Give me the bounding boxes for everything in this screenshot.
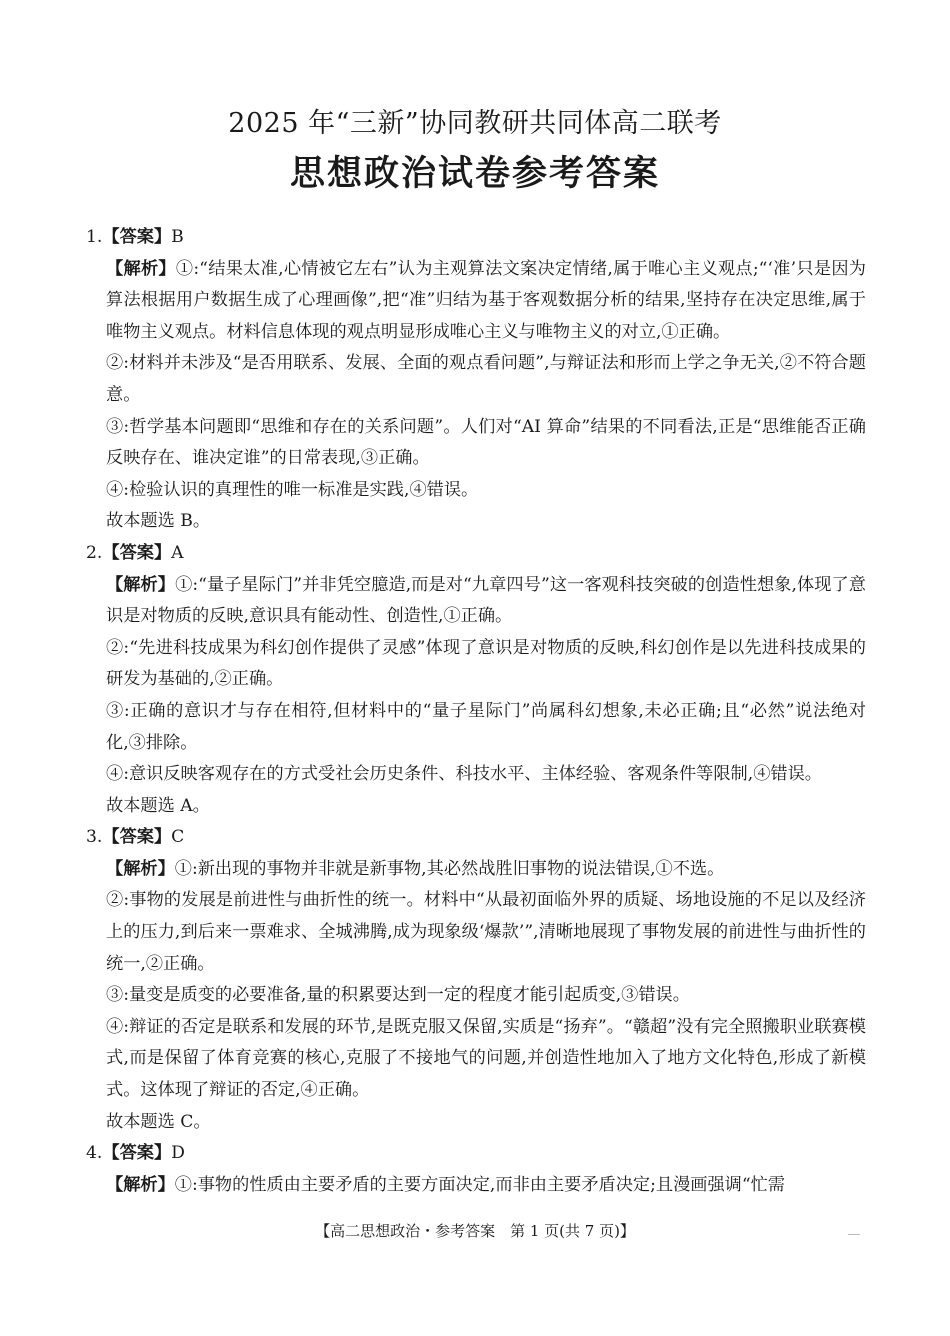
question-3 — [86, 822, 866, 1138]
question-1 — [86, 222, 866, 538]
analysis-paragraph: ④:意识反映客观存在的方式受社会历史条件、科技水平、主体经验、客观条件等限制,④错误。 — [106, 764, 822, 785]
analysis-paragraph: ④:辩证的否定是联系和发展的环节,是既克服又保留,实质是“扬弃”。“赣超”没有完全照搬职业联赛模式,而是保留了体育竞赛的核心,克服了不接地气的问题,并创造性地加入了地方文化特色,形成了新模式。这体现了辩证的否定,④正确。 — [106, 1016, 866, 1101]
analysis-paragraph — [86, 1170, 866, 1202]
answer-content — [86, 222, 866, 1201]
answer-value: A — [171, 542, 184, 563]
answer-label: 【答案】 — [102, 227, 172, 247]
answer-line — [86, 538, 866, 570]
analysis-paragraph — [86, 570, 866, 633]
answer-line — [86, 222, 866, 254]
analysis-text: ①:“量子星际门”并非凭空臆造,而是对“九章四号”这一客观科技突破的创造性想象,体现了意识是对物质的反映,意识具有能动性、创造性,①正确。 — [106, 574, 866, 627]
analysis-paragraph: ②:“先进科技成果为科幻创作提供了灵感”体现了意识是对物质的反映,科幻创作是以先进科技成果的研发为基础的,②正确。 — [106, 637, 866, 690]
answer-label: 【答案】 — [102, 1143, 172, 1164]
conclusion-line: 故本题选 B。 — [106, 511, 211, 532]
question-number: 1. — [86, 227, 103, 247]
document-title: 思想政治试卷参考答案 — [289, 154, 660, 194]
question-number: 3. — [86, 827, 103, 848]
analysis-text: ①:新出现的事物并非就是新事物,其必然战胜旧事物的说法错误,①不选。 — [174, 858, 725, 879]
question-2 — [86, 538, 866, 822]
conclusion-line: 故本题选 C。 — [106, 1111, 211, 1132]
analysis-label: 【解析】 — [106, 258, 176, 279]
analysis-text: ①:事物的性质由主要矛盾的主要方面决定,而非由主要矛盾决定;且漫画强调“忙需 — [174, 1174, 785, 1195]
page-footer: 【高二思想政治・参考答案 第 1 页(共 7 页)】 — [315, 1222, 635, 1240]
answer-label: 【答案】 — [102, 542, 172, 563]
analysis-paragraph: ③:正确的意识才与存在相符,但材料中的“量子星际门”尚属科幻想象,未必正确;且“必然”说法绝对化,③排除。 — [106, 700, 866, 753]
analysis-paragraph: ③:哲学基本问题即“思维和存在的关系问题”。人们对“AI 算命”结果的不同看法,正是“思维能否正确反映存在、谁决定谁”的日常表现,③正确。 — [106, 416, 866, 469]
analysis-paragraph: ②:材料并未涉及“是否用联系、发展、全面的观点看问题”,与辩证法和形而上学之争无关,②不符合题意。 — [106, 353, 866, 405]
question-number: 2. — [86, 542, 103, 563]
analysis-paragraph: ④:检验认识的真理性的唯一标准是实践,④错误。 — [106, 479, 479, 500]
answer-value: C — [171, 827, 185, 848]
answer-value: D — [171, 1143, 185, 1164]
analysis-paragraph: ③:量变是质变的必要准备,量的积累要达到一定的程度才能引起质变,③错误。 — [106, 985, 690, 1006]
question-number: 4. — [86, 1143, 103, 1164]
analysis-paragraph — [86, 854, 866, 886]
analysis-text: ①:“结果太准,心情被它左右”认为主观算法文案决定情绪,属于唯心主义观点;“‘准’只是因为算法根据用户数据生成了心理画像”,把“准”归结为基于客观数据分析的结果,坚持存在决定思维,属于唯物主义观点。材料信息体现的观点明显形成唯心主义与唯物主义的对立,①正确。 — [106, 258, 866, 342]
conclusion-line: 故本题选 A。 — [106, 795, 210, 816]
answer-line — [86, 1138, 866, 1170]
analysis-paragraph — [86, 254, 866, 349]
answer-label: 【答案】 — [102, 827, 172, 848]
answer-value: B — [171, 227, 184, 247]
question-4 — [86, 1138, 866, 1201]
analysis-label: 【解析】 — [106, 1174, 175, 1195]
answer-line — [86, 822, 866, 854]
corner-mark — [848, 1234, 860, 1235]
analysis-paragraph: ②:事物的发展是前进性与曲折性的统一。材料中“从最初面临外界的质疑、场地设施的不足以及经济上的压力,到后来一票难求、全城沸腾,成为现象级‘爆款’”,清晰地展现了事物发展的前进性与曲折性的统一,②正确。 — [106, 890, 866, 974]
analysis-label: 【解析】 — [106, 858, 175, 879]
exam-title: 2025 年“三新”协同教研共同体高二联考 — [228, 108, 722, 139]
analysis-label: 【解析】 — [106, 574, 176, 595]
